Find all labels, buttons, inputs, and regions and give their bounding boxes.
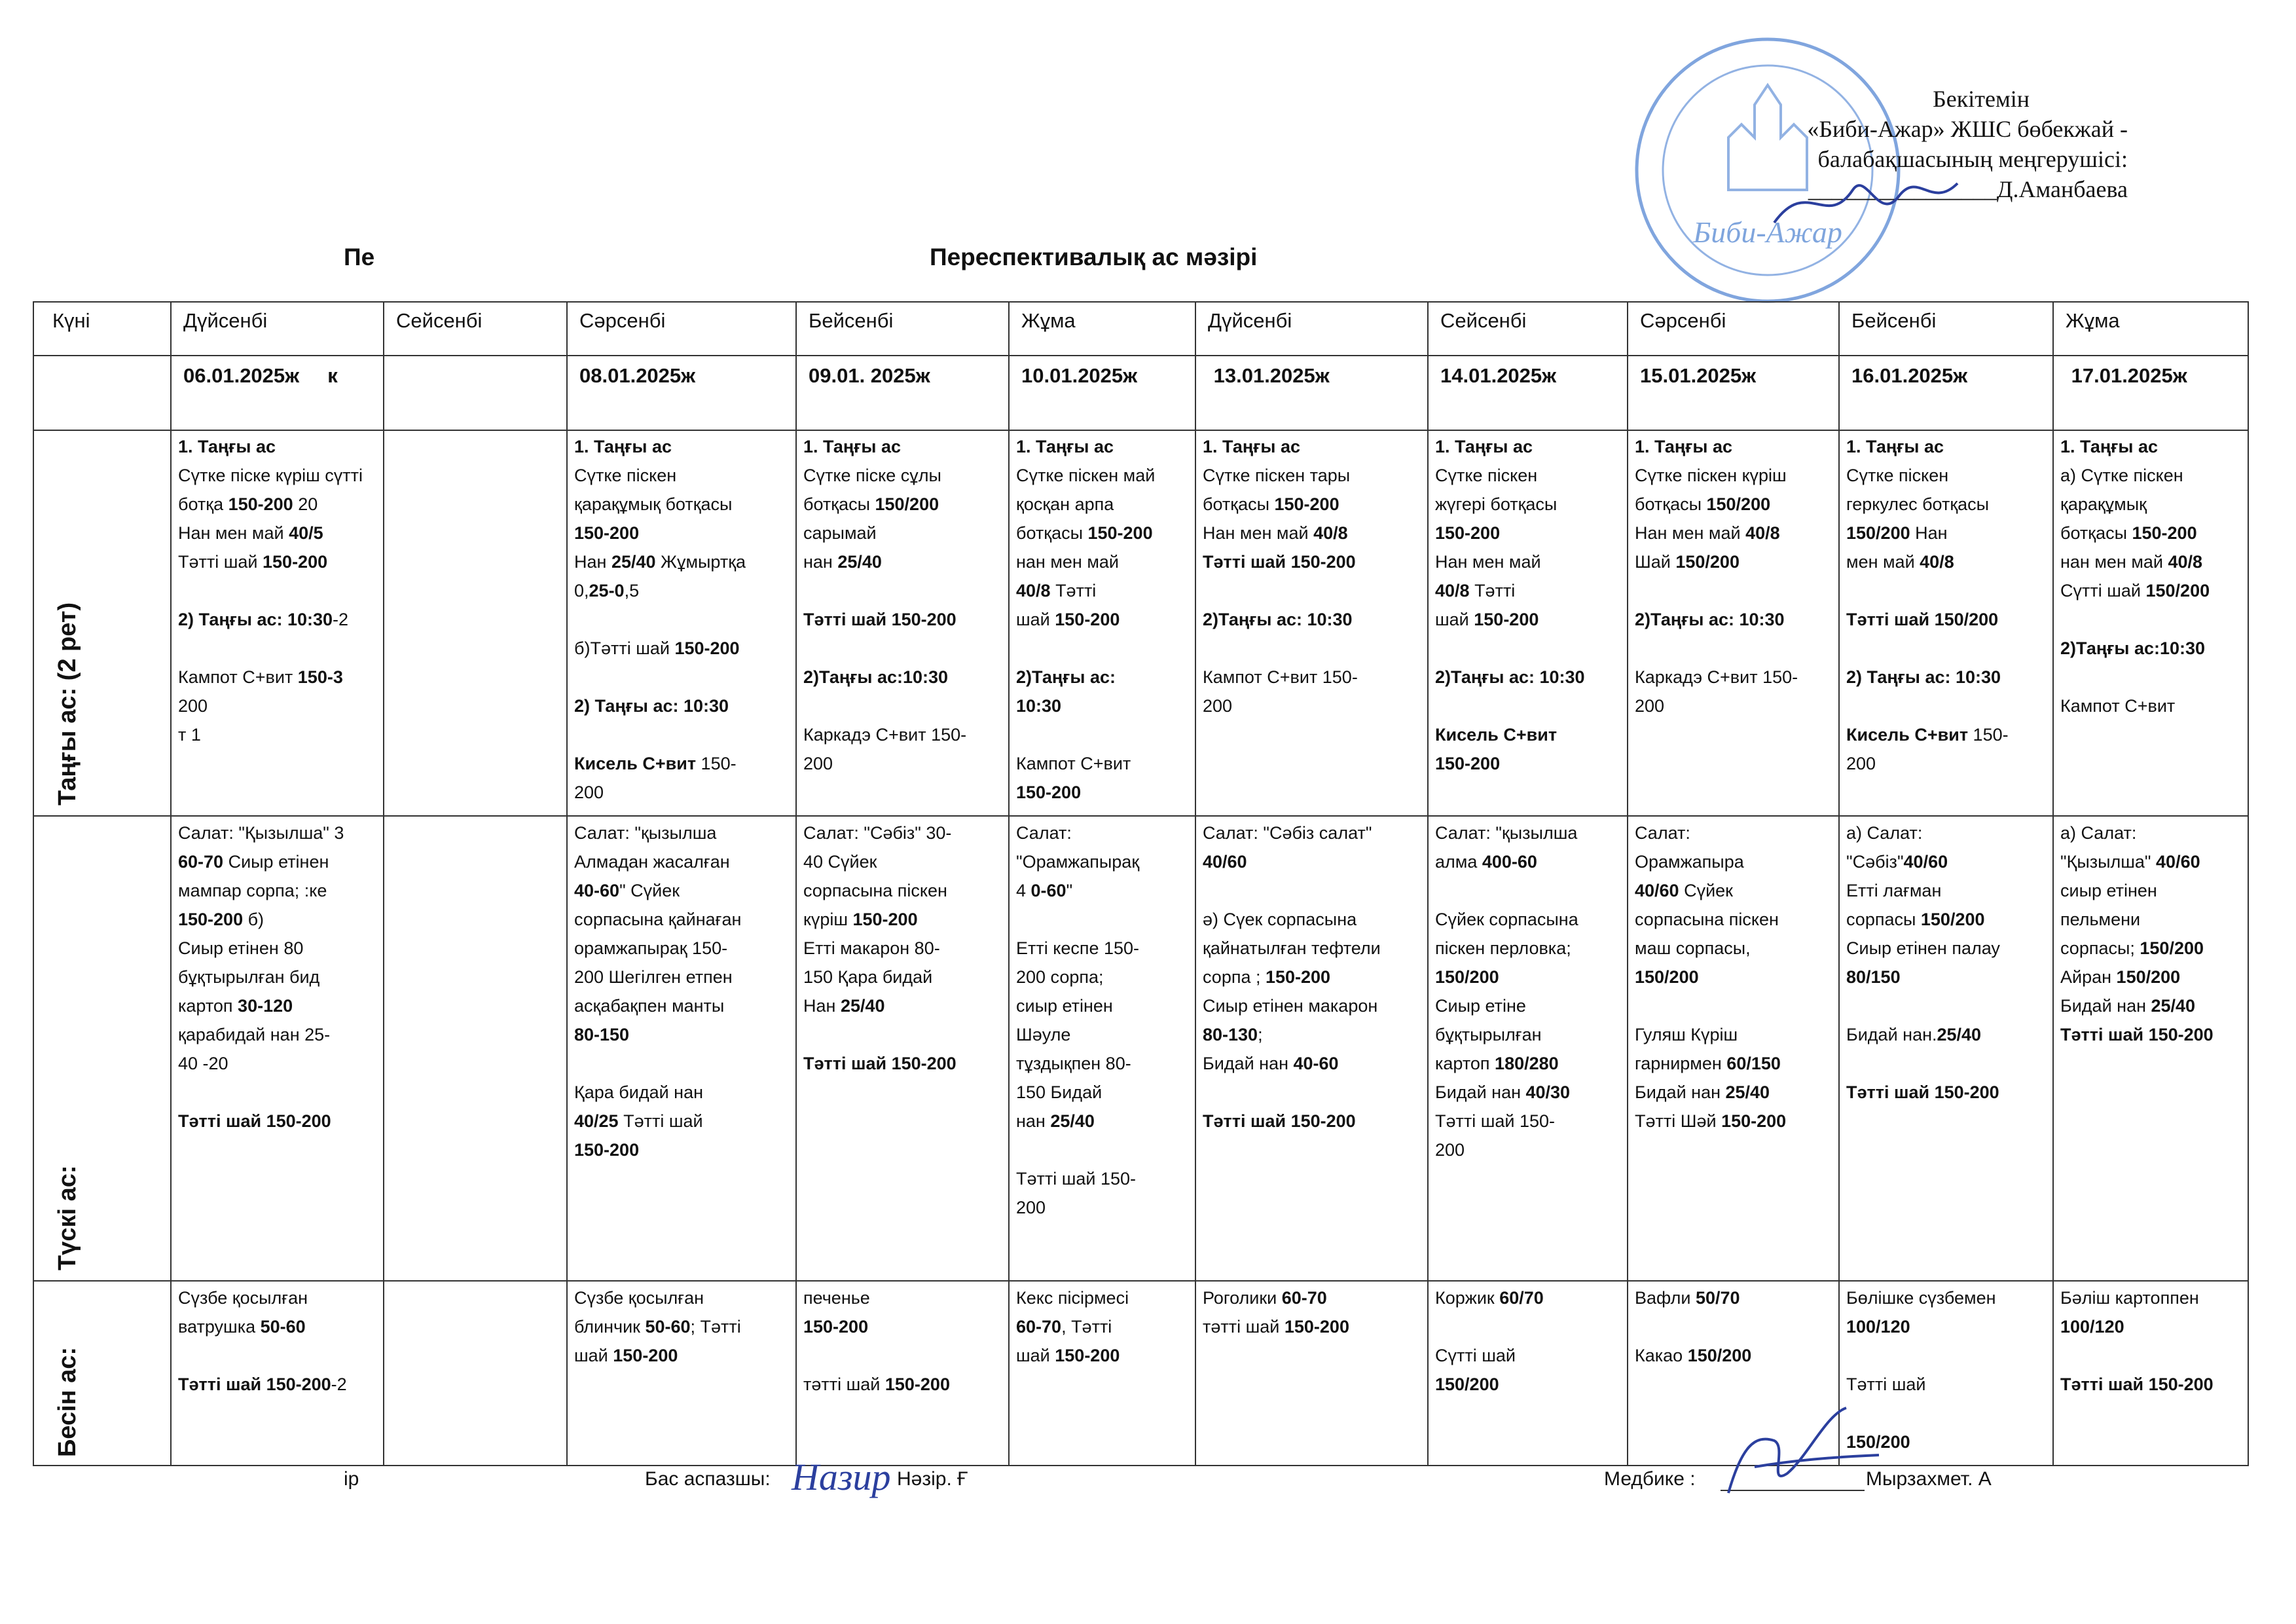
table-line: [33, 301, 2249, 303]
footer-fragment: іp: [344, 1468, 359, 1490]
header-day: Дүйсенбі: [183, 309, 268, 332]
approval-line-1: Бекітемін: [1933, 86, 2030, 112]
snack-cell: печенье 150-200 тәтті шай 150-200: [803, 1288, 950, 1394]
nurse-label: Медбике :: [1604, 1468, 1696, 1490]
row-label-lunch: Түскі ас:: [54, 1165, 81, 1270]
lunch-cell: Салат: Орамжапыра 40/60 Сүйек сорпасына піскен маш сорпасы, 150/200 Гуляш Күріш гарнирмен 60/150 Бидай нан 25/40 Тәтті Шәй 150-200: [1635, 823, 1787, 1131]
director-name: Д.Аманбаева: [1996, 176, 2128, 202]
header-date: 17.01.2025ж: [2066, 364, 2187, 387]
header-day: Сейсенбі: [396, 309, 483, 332]
lunch-cell: а) Салат: "Сәбіз"40/60 Етті лағман сорпасы 150/200 Сиыр етінен палау 80/150 Бидай нан.25/40 Тәтті шай 150-200: [1846, 823, 2000, 1102]
table-line: [33, 1465, 2249, 1466]
table-line: [566, 301, 568, 1466]
breakfast-cell: 1. Таңғы ас Сүтке піскен жүгері ботқасы 150-200 Нан мен май 40/8 Тәтті шай 150-200 2)Таңғы ас: 10:30 Кисель С+вит 150-200: [1435, 437, 1585, 773]
breakfast-cell: 1. Таңғы ас Сүтке піскен тары ботқасы 150-200 Нан мен май 40/8 Тәтті шай 150-200 2)Таңғы ас: 10:30 Кампот С+вит 150- 200: [1203, 437, 1358, 716]
director-signature: [1768, 151, 1964, 242]
breakfast-cell: 1. Таңғы ас Сүтке піскен май қосқан арпа ботқасы 150-200 нан мен май 40/8 Тәтті шай 150-200 2)Таңғы ас: 10:30 Кампот С+вит 150-200: [1016, 437, 1156, 802]
table-line: [33, 1280, 2249, 1282]
chef-label: Бас аспазшы:: [645, 1468, 771, 1490]
table-line: [795, 301, 797, 1466]
snack-cell: Сүзбе қосылған ватрушка 50-60 Тәтті шай 150-200-2: [178, 1288, 347, 1394]
breakfast-cell: 1. Таңғы ас Сүтке піске күріш сүтті ботқа 150-200 20 Нан мен май 40/5 Тәтті шай 150-200 2) Таңғы ас: 10:30-2 Кампот С+вит 150-3 200 т 1: [178, 437, 363, 745]
header-day: Дүйсенбі: [1208, 309, 1292, 332]
table-line: [33, 430, 2249, 431]
header-date: 09.01. 2025ж: [809, 364, 930, 387]
table-line: [2248, 301, 2249, 1466]
approval-line-3: балабақшасының меңгерушісі:: [1817, 146, 2128, 172]
header-day: Бейсенбі: [809, 309, 894, 332]
table-line: [170, 301, 172, 1466]
table-line: [383, 301, 384, 1466]
row-label-breakfast: Таңғы ас: (2 рет): [54, 602, 81, 805]
approval-line-2: «Биби-Ажар» ЖШС бөбекжай -: [1807, 116, 2128, 142]
chef-name: Нәзір. Ғ: [897, 1468, 968, 1490]
header-date: 14.01.2025ж: [1440, 364, 1557, 387]
header-day: Сәрсенбі: [579, 309, 666, 332]
breakfast-cell: 1. Таңғы ас а) Сүтке піскен қарақұмық ботқасы 150-200 нан мен май 40/8 Сүтті шай 150/200 2)Таңғы ас:10:30 Кампот С+вит: [2060, 437, 2210, 716]
lunch-cell: Салат: "Сәбіз" 30- 40 Сүйек сорпасына піскен күріш 150-200 Етті макарон 80- 150 Қара бидай Нан 25/40 Тәтті шай 150-200: [803, 823, 957, 1073]
approval-line-4: ________________Д.Аманбаева: [1808, 176, 2128, 202]
header-date: 16.01.2025ж: [1851, 364, 1968, 387]
lunch-cell: Салат: "Сәбіз салат" 40/60 ә) Сүек сорпасына қайнатылған тефтели сорпа ; 150-200 Сиыр етінен макарон 80-130; Бидай нан 40-60 Тәтті шай 150-200: [1203, 823, 1381, 1131]
snack-cell: Кекс пісірмесі 60-70, Тәтті шай 150-200: [1016, 1288, 1129, 1365]
snack-cell: Бәліш картоппен 100/120 Тәтті шай 150-200: [2060, 1288, 2214, 1394]
header-date: 08.01.2025ж: [579, 364, 696, 387]
chef-signature-text: Назир: [792, 1456, 891, 1498]
table-line: [1195, 301, 1196, 1466]
table-line: [33, 815, 2249, 817]
title-fragment: Пе: [344, 244, 375, 270]
header-day: Сейсенбі: [1440, 309, 1527, 332]
snack-cell: Роголики 60-70 тәтті шай 150-200: [1203, 1288, 1349, 1337]
snack-cell: Вафли 50/70 Какао 150/200: [1635, 1288, 1752, 1365]
snack-cell: Бөлішке сүзбемен 100/120 Тәтті шай 150/200: [1846, 1288, 1996, 1452]
nurse-name: Мырзахмет. А: [1866, 1468, 1992, 1490]
breakfast-cell: 1. Таңғы ас Сүтке піскен күріш ботқасы 150/200 Нан мен май 40/8 Шай 150/200 2)Таңғы ас: 10:30 Каркадэ С+вит 150- 200: [1635, 437, 1798, 716]
breakfast-cell: 1. Таңғы ас Сүтке піскен қарақұмық ботқасы 150-200 Нан 25/40 Жұмыртқа 0,25-0,5 б)Тәтті шай 150-200 2) Таңғы ас: 10:30 Кисель С+вит 150- 200: [574, 437, 746, 802]
breakfast-cell: 1. Таңғы ас Сүтке піске сұлы ботқасы 150/200 сарымай нан 25/40 Тәтті шай 150-200 2)Таңғы ас:10:30 Каркадэ С+вит 150- 200: [803, 437, 967, 773]
breakfast-cell: [391, 432, 564, 812]
table-line: [33, 301, 34, 1466]
chef-signature: [789, 1450, 913, 1509]
header-date: 15.01.2025ж: [1640, 364, 1757, 387]
header-day-label: Күні: [52, 309, 90, 332]
table-line: [1838, 301, 1840, 1466]
header-day: Сәрсенбі: [1640, 309, 1726, 332]
table-line: [1627, 301, 1628, 1466]
header-day: Жұма: [2066, 309, 2120, 332]
header-day: Жұма: [1021, 309, 1076, 332]
lunch-cell: [391, 819, 564, 1277]
lunch-cell: Салат: "қызылша Алмадан жасалған 40-60" Сүйек сорпасына қайнаған орамжапырақ 150- 200 Шегілген етпен асқабақпен манты 80-150 Қара бидай нан 40/25 Тәтті шай 150-200: [574, 823, 742, 1160]
table-line: [1008, 301, 1010, 1466]
breakfast-cell: 1. Таңғы ас Сүтке піскен геркулес ботқасы 150/200 Нан мен май 40/8 Тәтті шай 150/200 2) Таңғы ас: 10:30 Кисель С+вит 150- 200: [1846, 437, 2009, 773]
page-title: Переспективалық ас мәзірі: [930, 244, 1258, 270]
header-date: 06.01.2025ж к: [183, 364, 338, 387]
header-date: 10.01.2025ж: [1021, 364, 1138, 387]
table-line: [33, 355, 2249, 356]
row-label-snack: Бесін ас:: [54, 1346, 81, 1457]
header-date: 13.01.2025ж: [1208, 364, 1330, 387]
lunch-cell: а) Салат: "Қызылша" 40/60 сиыр етінен пельмени сорпасы; 150/200 Айран 150/200 Бидай нан 25/40 Тәтті шай 150-200: [2060, 823, 2214, 1044]
snack-cell: Сүзбе қосылған блинчик 50-60; Тәтті шай 150-200: [574, 1288, 741, 1365]
table-line: [1427, 301, 1429, 1466]
lunch-cell: Салат: "Орамжапырақ 4 0-60" Етті кеспе 150- 200 сорпа; сиыр етінен Шәуле тұздықпен 80- 150 Бидай нан 25/40 Тәтті шай 150- 200: [1016, 823, 1140, 1217]
lunch-cell: Салат: "Қызылша" 3 60-70 Сиыр етінен мампар сорпа; :ке 150-200 б) Сиыр етінен 80 бұқтырылған бид картоп 30-120 қарабидай нан 25- 40 -20 Тәтті шай 150-200: [178, 823, 344, 1131]
lunch-cell: Салат: "қызылша алма 400-60 Сүйек сорпасына піскен перловка; 150/200 Сиыр етіне бұқтырылған картоп 180/280 Бидай нан 40/30 Тәтті шай 150- 200: [1435, 823, 1578, 1160]
snack-cell: Коржик 60/70 Сүтті шай 150/200: [1435, 1288, 1544, 1394]
nurse-signature: [1715, 1395, 1886, 1513]
svg-text:Биби-Ажар: Биби-Ажар: [1693, 215, 1842, 249]
snack-cell: [391, 1283, 564, 1462]
header-day: Бейсенбі: [1851, 309, 1937, 332]
table-line: [2052, 301, 2054, 1466]
